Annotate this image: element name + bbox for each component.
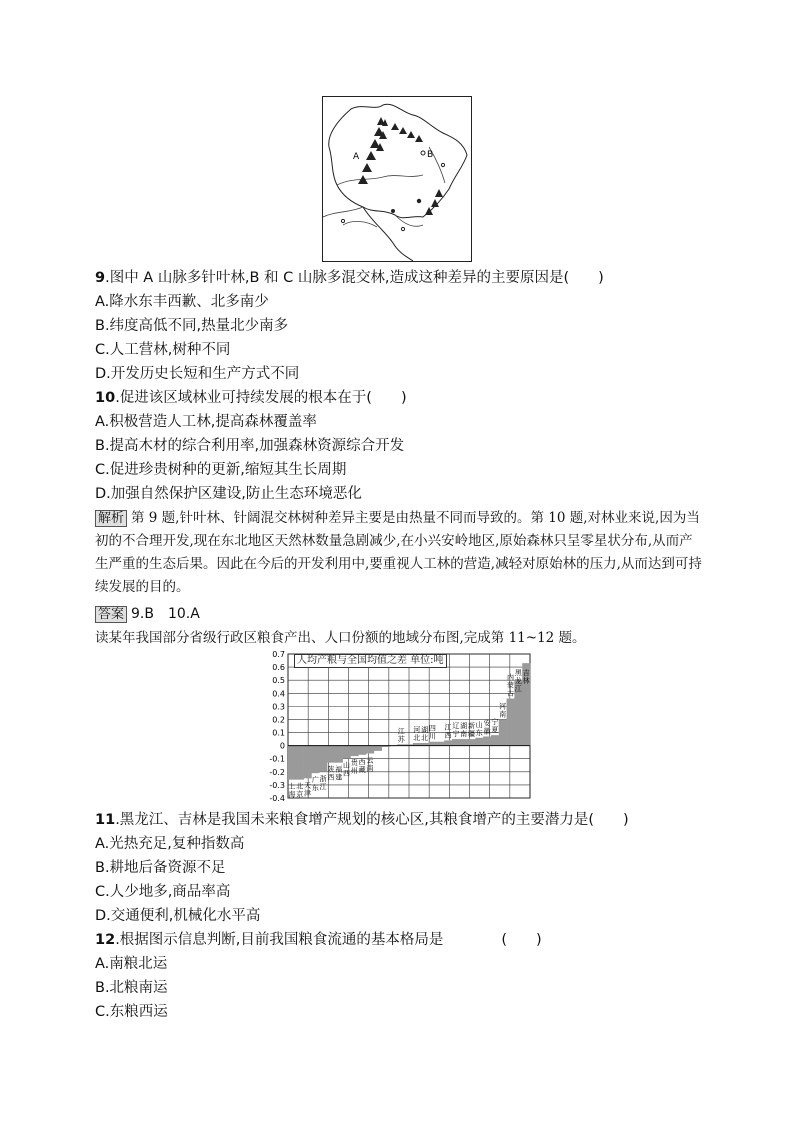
bar-label-广东: 广东 — [311, 776, 319, 793]
bar-label-河北: 河北 — [413, 726, 421, 743]
bar-label-福建: 福建 — [335, 765, 343, 782]
bar-青海 — [374, 746, 382, 751]
bar-label-陕西: 陕西 — [327, 765, 335, 782]
bar-陕西 — [327, 746, 335, 763]
answer-tag: 答案 — [95, 606, 127, 623]
q11-option-d: D.交通便利,机械化水平高 — [95, 908, 261, 924]
analysis-text: 第 9 题,针叶林、针阔混交林树种差异主要是由热量不同而导致的。第 10 题,对林业来说,因为当初的不合理开发,现在东北地区天然林数量急剧减少,在小兴安岭地区,原始森林只呈零星状分布,从而产生严重的生态后果。因此在今后的开发利用中,要重视人工林的营造,减轻对原始林的压力,从而达到可持续发展的目的。 — [95, 510, 702, 595]
q9-stem-text: .图中 A 山脉多针叶林,B 和 C 山脉多混交林,造成这种差异的主要原因是( ) — [105, 270, 604, 286]
bar-湖南 — [460, 739, 468, 746]
bar-辽宁 — [452, 739, 460, 746]
bar-label-上海: 上海 — [288, 782, 296, 799]
grain-chart-svg — [258, 648, 540, 806]
y-tick-label: 0.7 — [272, 650, 285, 659]
bar-福建 — [335, 746, 343, 763]
q10-option-a: A.积极营造人工林,提高森林覆盖率 — [95, 414, 317, 430]
bar-label-云南: 云南 — [366, 756, 374, 773]
grain-chart — [258, 648, 540, 806]
q12-number: 12 — [95, 932, 116, 948]
q10-option-b: B.提高木材的综合利用率,加强森林资源综合开发 — [95, 438, 405, 454]
bar-广东 — [311, 746, 319, 773]
bar-安徽 — [483, 736, 491, 745]
bar-label-湖北: 湖北 — [421, 726, 429, 743]
analysis-block — [95, 507, 705, 599]
bar-云南 — [366, 746, 374, 754]
bar-label-山西: 山西 — [343, 761, 351, 778]
answer-block — [95, 604, 200, 624]
q11-stem — [95, 810, 629, 830]
q9-option-b: B.纬度高低不同,热量北少南多 — [95, 318, 289, 334]
q10-stem-text: .促进该区域林业可持续发展的根本在于( ) — [115, 390, 407, 406]
chart-intro: 读某年我国部分省级行政区粮食产出、人口份额的地域分布图,完成第 11~12 题。 — [95, 630, 586, 646]
bar-河南 — [499, 719, 507, 745]
chart-title: 人均产粮与全国均值之差 单位:吨 — [294, 654, 447, 668]
bar-西藏 — [358, 746, 366, 755]
y-tick-label: 0.2 — [272, 715, 285, 725]
y-tick-label: -0.2 — [269, 767, 285, 777]
bar-广西 — [436, 742, 444, 746]
bar-label-江西: 江西 — [444, 723, 452, 740]
bar-label-湖南: 湖南 — [460, 722, 468, 739]
q11-stem-text: .黑龙江、吉林是我国未来粮食增产规划的核心区,其粮食增产的主要潜力是( ) — [115, 812, 629, 828]
bar-label-安徽: 安徽 — [483, 719, 491, 736]
q10-option-d: D.加强自然保护区建设,防止生态环境恶化 — [95, 486, 362, 502]
bar-宁夏 — [491, 735, 499, 745]
map-drawing — [323, 97, 471, 261]
q11-option-c: C.人少地多,商品率高 — [95, 884, 231, 900]
q9-option-a: A.降水东丰西歉、北多南少 — [95, 294, 269, 310]
q11-option-a: A.光热充足,复种指数高 — [95, 836, 245, 852]
q11-number: 11 — [95, 812, 116, 828]
bar-label-黑龙江: 黑龙江 — [514, 669, 522, 693]
bar-label-内蒙古: 内蒙古 — [506, 673, 514, 698]
q9-option-c: C.人工营林,树种不同 — [95, 342, 231, 358]
map-label-a: A — [353, 152, 360, 162]
bar-内蒙古 — [507, 699, 515, 746]
y-tick-label: -0.3 — [269, 780, 285, 790]
q9-option-d: D.开发历史长短和生产方式不同 — [95, 366, 300, 382]
q12-option-b: B.北粮南运 — [95, 980, 168, 996]
bar-label-宁夏: 宁夏 — [491, 718, 499, 735]
q12-option-a: A.南粮北运 — [95, 956, 168, 972]
bar-北京 — [296, 746, 304, 780]
bar-label-江苏: 江苏 — [397, 727, 405, 744]
bar-贵州 — [350, 746, 358, 756]
q9-stem — [95, 268, 604, 288]
bar-江西 — [444, 740, 452, 745]
bar-山西 — [343, 746, 351, 759]
q12-stem — [95, 930, 542, 950]
bar-label-天津: 天津 — [304, 781, 312, 798]
answer-text: 9.B 10.A — [131, 606, 200, 622]
bar-label-浙江: 浙江 — [319, 774, 327, 791]
y-tick-label: -0.4 — [269, 794, 285, 803]
bar-天津 — [304, 746, 312, 779]
bar-label-北京: 北京 — [296, 782, 304, 799]
bar-上海 — [288, 746, 296, 780]
y-tick-label: -0.1 — [269, 754, 285, 764]
bar-新疆 — [468, 739, 476, 746]
bar-label-新疆: 新疆 — [467, 722, 475, 739]
y-tick-label: 0.1 — [272, 728, 285, 738]
bar-label-吉林: 吉林 — [522, 669, 530, 685]
bar-四川 — [429, 742, 437, 746]
y-tick-label: 0.5 — [272, 676, 285, 686]
bar-label-山东: 山东 — [475, 720, 483, 737]
bar-label-辽宁: 辽宁 — [452, 722, 460, 739]
y-tick-label: 0.4 — [272, 689, 285, 699]
bar-label-四川: 四川 — [428, 724, 436, 741]
q12-option-c: C.东粮西运 — [95, 1004, 168, 1020]
y-tick-label: 0.6 — [272, 663, 285, 673]
q10-option-c: C.促进珍贵树种的更新,缩短其生长周期 — [95, 462, 347, 478]
bar-浙江 — [319, 746, 327, 772]
bar-label-西藏: 西藏 — [358, 757, 366, 774]
q12-stem-text: .根据图示信息判断,目前我国粮食流通的基本格局是 ( ) — [115, 932, 542, 948]
y-tick-label: 0 — [279, 741, 285, 751]
bar-label-贵州: 贵州 — [350, 759, 358, 776]
bar-label-河南: 河南 — [499, 702, 507, 719]
q11-option-b: B.耕地后备资源不足 — [95, 860, 226, 876]
q9-number: 9 — [95, 270, 106, 286]
y-tick-label: 0.3 — [272, 702, 285, 712]
northeast-map — [322, 96, 472, 262]
bar-山东 — [475, 738, 483, 746]
q10-number: 10 — [95, 390, 116, 406]
map-label-b: B — [427, 150, 434, 160]
q10-stem — [95, 388, 407, 408]
analysis-tag: 解析 — [95, 510, 127, 527]
